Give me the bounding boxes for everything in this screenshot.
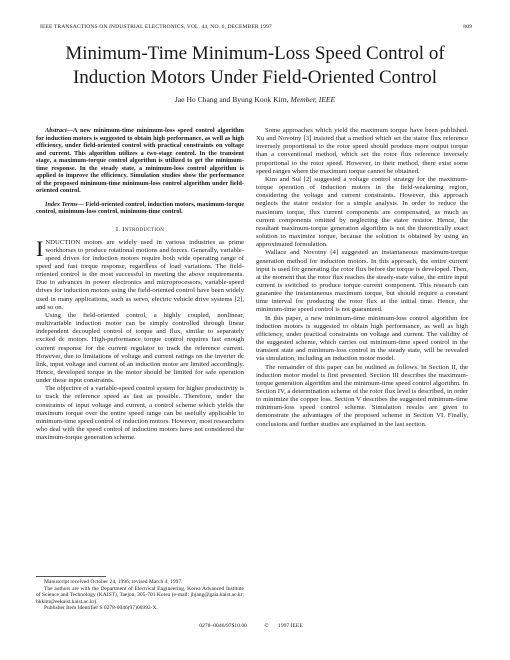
section-heading-introduction: I. Introduction: [115, 225, 165, 233]
intro-paragraph-3: The objective of a variable-speed control system for higher productivity is to track the reference speed as fast as possible. Therefore, under the constraints of input voltage and current, a control scheme which yields the maximum torque over the entire speed range can be usefully applicable to minimum-time speed control of induction motors. However, most researchers who deal with the speed control of induction motors have not considered the maximum-torque generation scheme.: [36, 385, 244, 442]
footnote-affiliation: The authors are with the Department of Electrical Engineering, Korea Advanced Institute of Science and Technology (KAIST), Taejon, 305-701 Korea (e-mail: jhjang@gaia.kaist.ac.kr; bkkim@eekaist.kaist.ac.kr).: [36, 585, 244, 605]
abstract-label: Abstract—: [45, 127, 73, 134]
intro-paragraph-1-text: motors are widely used in various industries as prime workhorses to produce rotational motions and forces. Generally, variable-speed drives for induction motors require both wide operating range of speed and fast torque response, regardless of load variations. The field-oriented control is the most successful in meeting the above requirements. Due to advances in power electronics and microprocessors, variable-speed drives for induction motors using the field-oriented control have been widely used in many applications, such as servo, electric vehicle drive systems [2], and so on.: [36, 238, 244, 311]
abstract-text: A new minimum-time minimum-loss speed control algorithm for induction motors is suggested to obtain high performance, as well as high efficiency, under field-oriented control with practical constraints on voltage and current. This algorithm utilizes a two-stage control. In the transient stage, a maximum-torque control algorithm is utilized to get the minimum-time response. In the steady state, a minimum-loss control algorithm is applied to improve the efficiency. Simulation studies show the performance of the proposed minimum-time minimum-loss control algorithm under field-oriented control.: [36, 127, 244, 194]
abstract: [36, 127, 244, 195]
footer-copyright-text: 1997 IEEE: [278, 623, 303, 629]
author-line: [30, 95, 480, 104]
first-word-rest: NDUCTION: [45, 238, 81, 246]
paper-title: Minimum-Time Minimum-Loss Speed Control of Induction Motors Under Field-Oriented Control: [65, 43, 445, 88]
right-paragraph-5: The remainder of this paper can be outlined as follows. In Section II, the induction motor model is first presented. Section III describes the maximum-torque generation algorithm and the minimum-time speed control algorithm. In Section IV, a determination scheme of the rotor flux level is described, in order to minimize the copper loss. Section V describes the suggested minimum-time minimum-loss speed control scheme. Simulation results are given to demonstrate the advantages of the proposed scheme in Section VI. Finally, conclusions and further studies are explained in the last section.: [256, 363, 468, 428]
page-number: 809: [463, 24, 472, 30]
right-paragraph-3: Wallace and Novotny [4] suggested an instantaneous maximum-torque generation method for induction motors. In this approach, the entire current input is used for generating the rotor flux before the torque is developed. Then, at the moment that the rotor flux reaches the steady-state value, the entire input current is switched to produce torque current component. This research can guarantee the instantaneous maximum torque, but should require a constant time interval for producing the rotor flux at the initial time. Hence, the minimum-time speed control is not guaranteed.: [256, 249, 468, 314]
author-role: Member, IEEE: [290, 95, 336, 104]
index-terms-label: Index Terms—: [45, 200, 84, 208]
footer-copyright: © 1997 IEEE: [264, 623, 303, 629]
right-column: [256, 127, 468, 429]
right-paragraph-1: Some approaches which yield the maximum torque have been published. Xu and Novotny [3] insisted that a method which set the stator flux reference inversely proportional to the rotor speed should produce more output torque than a conventional method, which set the rotor flux reference inversely proportional to the rotor speed. However, in their method, there exist some speed ranges where the maximum torque cannot be obtained.: [256, 127, 468, 175]
right-paragraph-2: Kim and Sul [2] suggested a voltage control strategy for the maximum-torque operation of induction motors in the field-weakening region, considering the voltage and current constraints. However, this approach neglects the stator resistor for a simple analysis. In order to reduce the maximum torque, flux current components are compensated, as much as current components omitted by neglecting the stator resistor. Hence, the resultant maximum-torque generation algorithm is not the theoretically exact solution to maximize torque, because the solution is obtained by using an approximated formulation.: [256, 175, 468, 249]
author-names: Jae Ho Chang and Byung Kook Kim,: [174, 95, 289, 104]
left-column: [36, 127, 244, 442]
footnote-pii: Publisher Item Identifier S 0278-0046(97)06992-X.: [44, 605, 158, 612]
intro-paragraph-1: [36, 235, 244, 312]
right-paragraph-4: In this paper, a new minimum-time minimum-loss control algorithm for induction motors is suggested to obtain high performance, as well as high efficiency, under practical constraints on voltage and current. The validity of the suggested scheme, which carries out minimum-time speed control in the transient state and minimum-loss control in the steady state, will be revealed via simulation, including an induction motor model.: [256, 314, 468, 363]
page-footer: [0, 623, 510, 629]
drop-cap: I: [36, 235, 44, 261]
index-terms: [36, 201, 244, 216]
footnotes: [36, 579, 244, 612]
index-terms-text: Field-oriented control, induction motors, maximum-torque control, minimum-loss control, minimum-time control.: [36, 200, 244, 215]
journal-name: IEEE TRANSACTIONS ON INDUSTRIAL ELECTRONICS, VOL. 44, NO. 6, DECEMBER 1997: [40, 24, 272, 30]
running-head: [40, 24, 472, 30]
intro-paragraph-2: Using the field-oriented control, a highly coupled, nonlinear, multivariable induction motor can be simply controlled through linear independent decoupled control of torque and flux, similar to separately excited dc motors. High-performance torque control requires fast enough current response for the current regulator to track the reference current. However, due to limitations of voltage and current ratings on the inverter dc link, input voltage and current of an induction motor are limited accordingly. Hence, developed torque in the motor should be limited for safe operation under these input constraints.: [36, 311, 244, 385]
footnote-received: Manuscript received October 24, 1996; revised March 4, 1997.: [44, 579, 183, 585]
footer-issn: 0278–0046/97$10.00: [199, 623, 247, 629]
footnote-divider: [36, 576, 106, 577]
